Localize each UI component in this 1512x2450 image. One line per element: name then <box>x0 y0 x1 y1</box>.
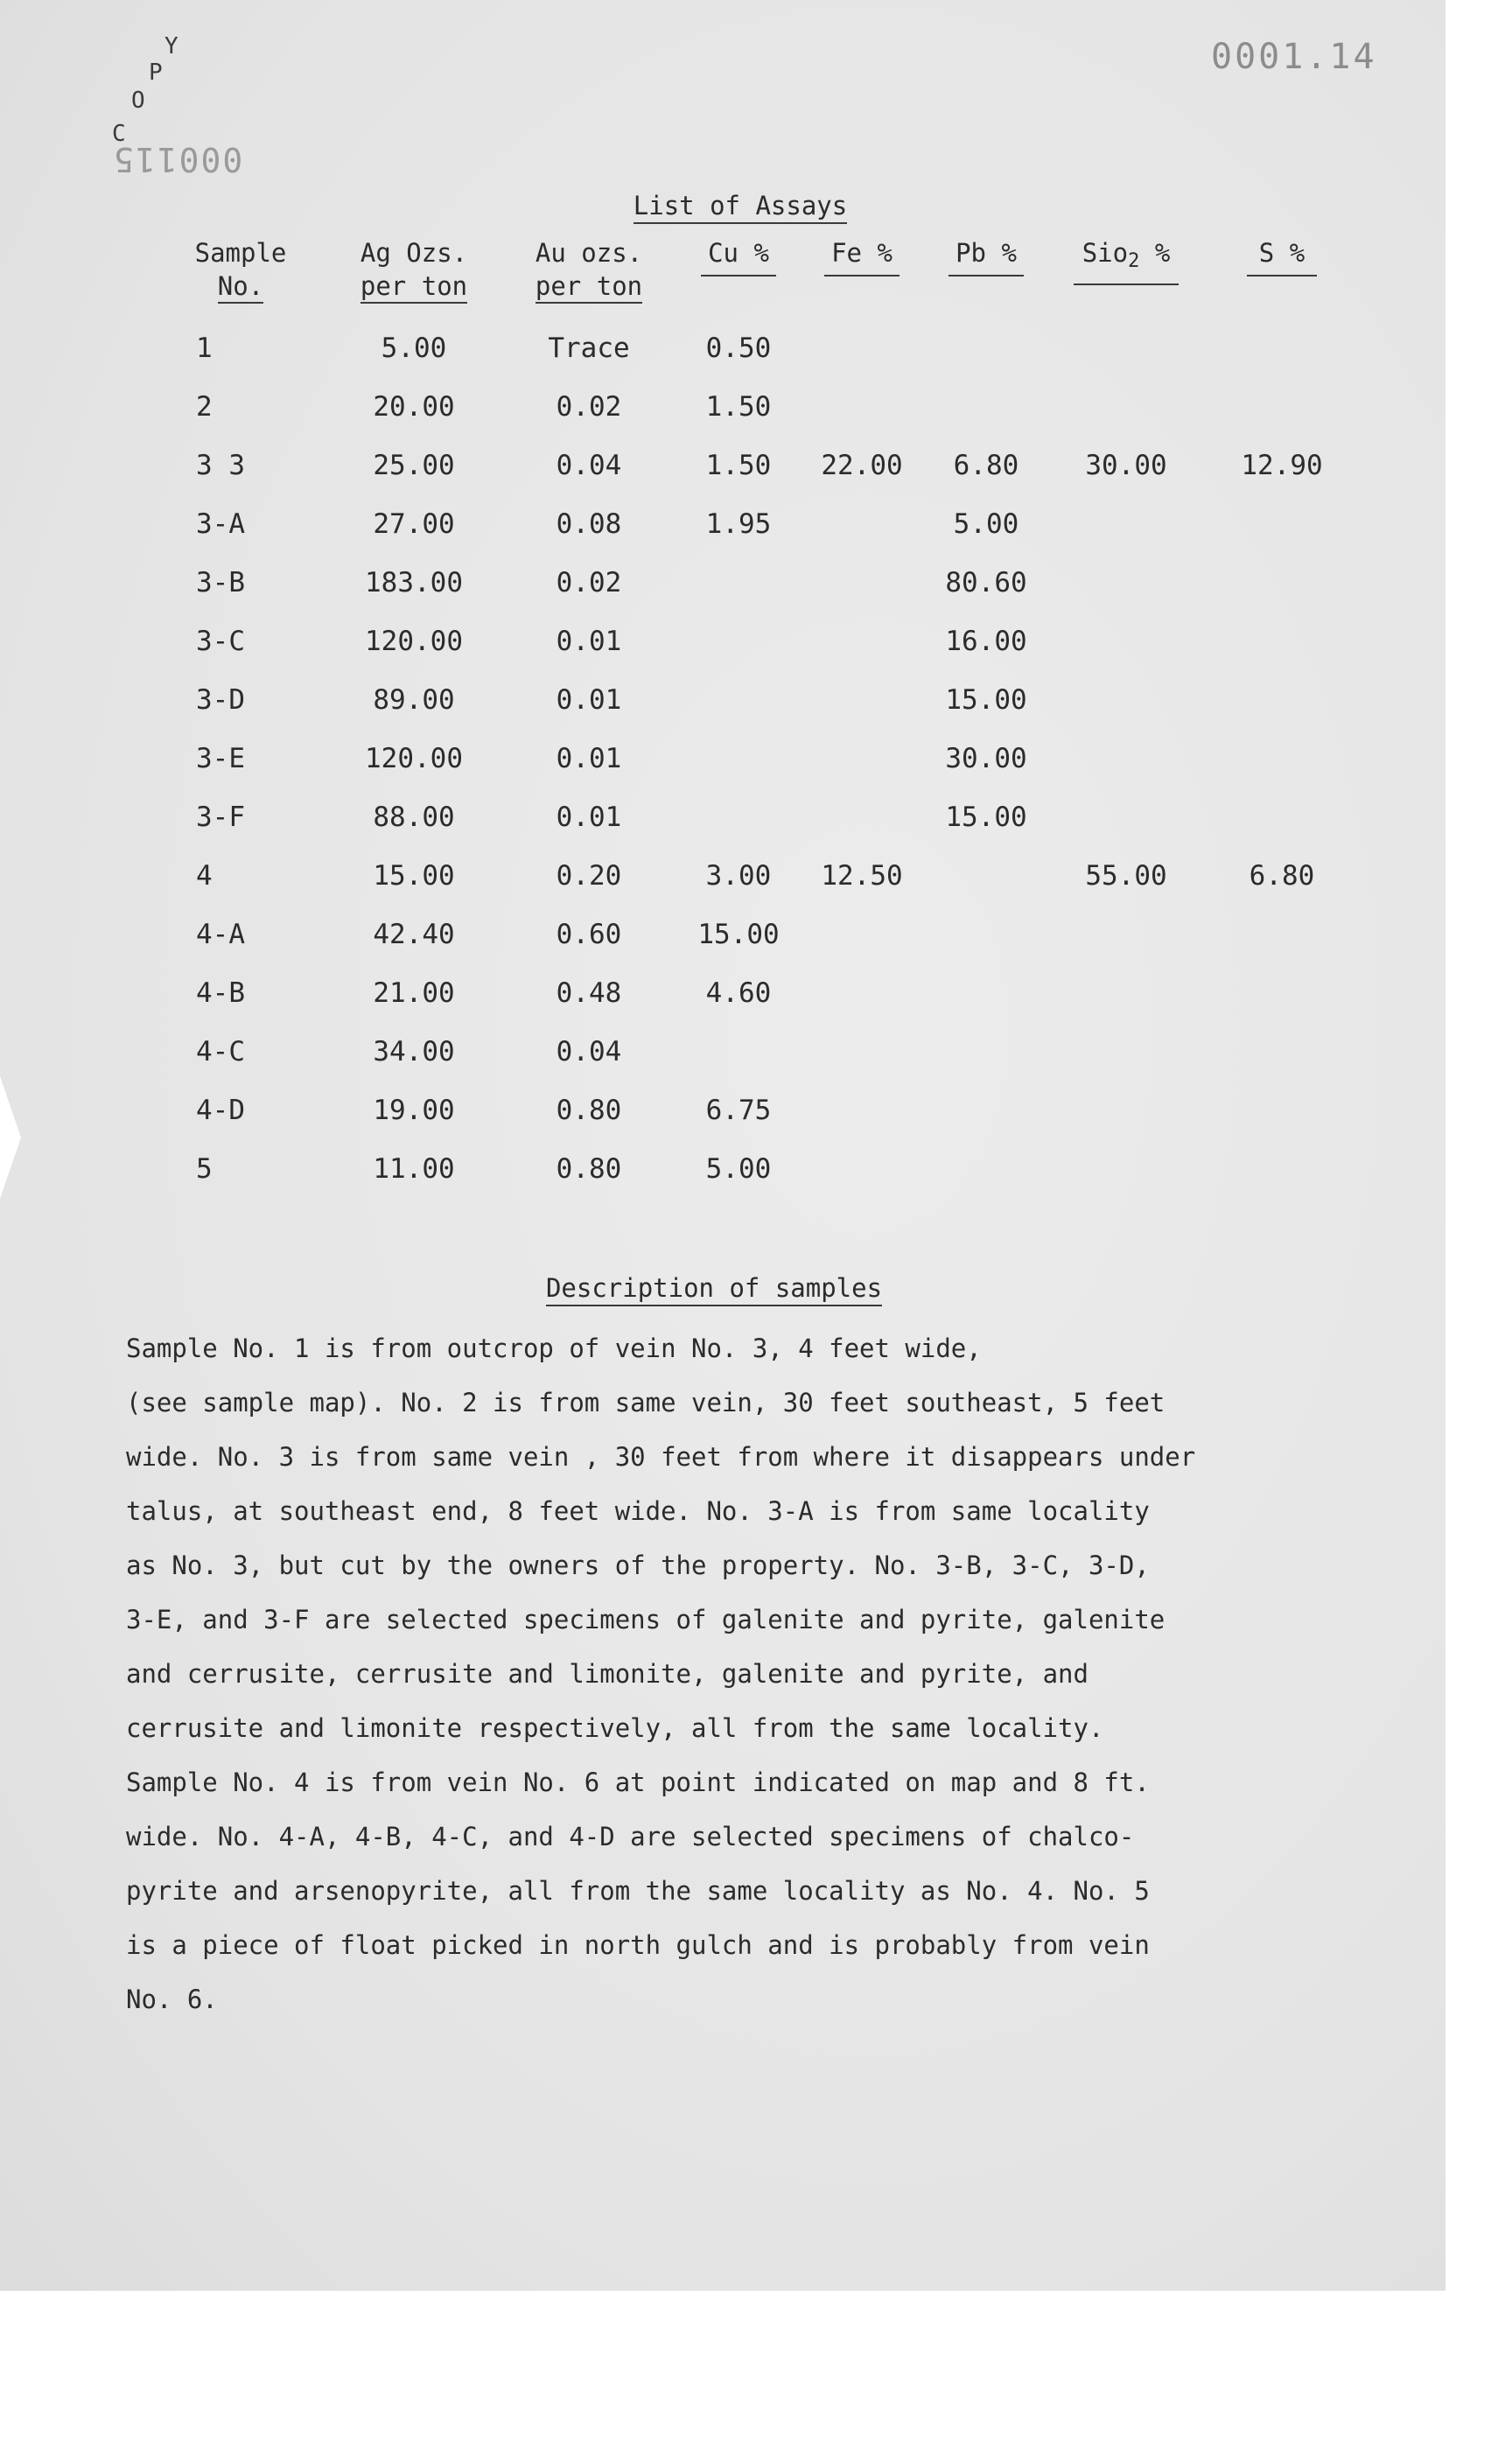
cell-ag-value: 19.00 <box>373 1094 455 1126</box>
cell-au-value: 0.01 <box>556 625 622 657</box>
cell-au-value: 0.48 <box>556 976 622 1009</box>
cell-au-value: 0.04 <box>556 1035 622 1068</box>
cell-fe-value <box>800 1081 924 1139</box>
cell-fe-value: 12.50 <box>821 859 903 892</box>
assay-row <box>154 377 1360 436</box>
assay-row <box>154 318 1360 377</box>
cell-pb-value: 5.00 <box>953 508 1019 540</box>
cell-sample-no: 3-E <box>196 742 245 774</box>
cell-pb-value <box>924 318 1048 377</box>
cell-sio2-value <box>1048 612 1204 670</box>
cell-pb-value <box>924 1139 1048 1198</box>
cell-cu-value: 6.75 <box>705 1094 772 1126</box>
assay-row <box>154 436 1360 494</box>
cell-ag-value: 27.00 <box>373 508 455 540</box>
cell-pb-value <box>924 905 1048 963</box>
cell-au-value: 0.04 <box>556 449 622 481</box>
assay-row <box>154 1022 1360 1081</box>
header-label: Pb % <box>956 238 1017 268</box>
assay-row <box>154 846 1360 905</box>
cell-s-value <box>1204 1081 1360 1139</box>
cell-sample-no: 4-C <box>196 1035 245 1068</box>
copy-stamp-letter: Y <box>164 33 178 60</box>
assay-row <box>154 1139 1360 1198</box>
header-label: Fe % <box>831 238 892 268</box>
cell-ag-value: 25.00 <box>373 449 455 481</box>
cell-fe-value <box>800 553 924 612</box>
cell-sio2-value <box>1048 729 1204 788</box>
cell-sample-no: 1 <box>196 332 213 364</box>
cell-sample-no: 3 3 <box>196 449 245 481</box>
copy-stamp-letter: O <box>131 88 145 114</box>
description-body <box>126 1321 1386 2026</box>
cell-cu-value <box>677 670 800 729</box>
cell-cu-value: 5.00 <box>705 1152 772 1185</box>
cell-cu-value: 4.60 <box>705 976 772 1009</box>
cell-s-value <box>1204 553 1360 612</box>
assay-row <box>154 612 1360 670</box>
header-sio2 <box>1048 236 1204 318</box>
cell-s-value <box>1204 905 1360 963</box>
header-label: Ag Ozs. per ton <box>360 236 467 303</box>
header-s <box>1204 236 1360 318</box>
cell-s-value <box>1204 377 1360 436</box>
cell-sample-no: 3-D <box>196 683 245 716</box>
cell-au-value: 0.20 <box>556 859 622 892</box>
cell-sio2-value <box>1048 1022 1204 1081</box>
cell-ag-value: 20.00 <box>373 390 455 423</box>
cell-s-value <box>1204 1139 1360 1198</box>
document-number-left: 000115 <box>112 140 243 178</box>
cell-au-value: 0.01 <box>556 801 622 833</box>
cell-s-value <box>1204 963 1360 1022</box>
assays-header-row <box>154 236 1360 318</box>
cell-ag-value: 120.00 <box>365 742 463 774</box>
cell-sio2-value <box>1048 905 1204 963</box>
header-pb <box>924 236 1048 318</box>
document-number-right: 0001.14 <box>1211 37 1377 77</box>
cell-fe-value <box>800 670 924 729</box>
header-label: Sample No. <box>195 236 287 303</box>
cell-fe-value <box>800 729 924 788</box>
cell-sio2-value <box>1048 670 1204 729</box>
cell-cu-value <box>677 729 800 788</box>
cell-ag-value: 120.00 <box>365 625 463 657</box>
cell-cu-value: 1.50 <box>705 390 772 423</box>
cell-pb-value: 6.80 <box>953 449 1019 481</box>
page-edge-notch <box>0 1076 21 1199</box>
cell-fe-value <box>800 905 924 963</box>
cell-ag-value: 15.00 <box>373 859 455 892</box>
cell-pb-value: 15.00 <box>945 801 1027 833</box>
cell-fe-value <box>800 377 924 436</box>
cell-fe-value: 22.00 <box>821 449 903 481</box>
cell-ag-value: 42.40 <box>373 918 455 950</box>
cell-au-value: 0.01 <box>556 683 622 716</box>
cell-cu-value: 0.50 <box>705 332 772 364</box>
assay-row <box>154 905 1360 963</box>
cell-s-value <box>1204 670 1360 729</box>
cell-sio2-value <box>1048 1139 1204 1198</box>
cell-sample-no: 4-A <box>196 918 245 950</box>
cell-sio2-value <box>1048 553 1204 612</box>
cell-s-value: 6.80 <box>1249 859 1315 892</box>
cell-ag-value: 11.00 <box>373 1152 455 1185</box>
cell-fe-value <box>800 788 924 846</box>
cell-cu-value <box>677 612 800 670</box>
assay-row <box>154 963 1360 1022</box>
cell-s-value <box>1204 729 1360 788</box>
cell-sample-no: 4-B <box>196 976 245 1009</box>
cell-fe-value <box>800 963 924 1022</box>
cell-s-value <box>1204 612 1360 670</box>
cell-s-value <box>1204 788 1360 846</box>
header-label: Sio$_2$ % <box>1082 238 1171 272</box>
cell-fe-value <box>800 612 924 670</box>
cell-pb-value <box>924 963 1048 1022</box>
cell-fe-value <box>800 1139 924 1198</box>
assay-row <box>154 670 1360 729</box>
cell-cu-value: 1.50 <box>705 449 772 481</box>
cell-sio2-value <box>1048 788 1204 846</box>
header-label: Cu % <box>708 238 769 268</box>
cell-sio2-value: 55.00 <box>1085 859 1167 892</box>
cell-sio2-value <box>1048 494 1204 553</box>
cell-sio2-value <box>1048 318 1204 377</box>
cell-sio2-value: 30.00 <box>1085 449 1167 481</box>
cell-pb-value <box>924 1022 1048 1081</box>
header-label: S % <box>1258 238 1306 268</box>
cell-sample-no: 3-F <box>196 801 245 833</box>
cell-cu-value: 1.95 <box>705 508 772 540</box>
cell-s-value <box>1204 494 1360 553</box>
cell-au-value: 0.80 <box>556 1152 622 1185</box>
cell-ag-value: 183.00 <box>365 566 463 598</box>
cell-pb-value: 16.00 <box>945 625 1027 657</box>
cell-cu-value <box>677 788 800 846</box>
cell-cu-value <box>677 553 800 612</box>
cell-sio2-value <box>1048 377 1204 436</box>
cell-au-value: Trace <box>548 332 630 364</box>
cell-sample-no: 2 <box>196 390 213 423</box>
cell-sample-no: 3-B <box>196 566 245 598</box>
cell-au-value: 0.01 <box>556 742 622 774</box>
assay-row <box>154 553 1360 612</box>
header-label: Au ozs. per ton <box>536 236 642 303</box>
cell-pb-value <box>924 846 1048 905</box>
cell-cu-value: 3.00 <box>705 859 772 892</box>
cell-pb-value <box>924 1081 1048 1139</box>
assays-table <box>154 236 1360 1198</box>
cell-pb-value: 30.00 <box>945 742 1027 774</box>
cell-au-value: 0.08 <box>556 508 622 540</box>
header-ag <box>327 236 500 318</box>
cell-pb-value <box>924 377 1048 436</box>
cell-sample-no: 4-D <box>196 1094 245 1126</box>
cell-ag-value: 21.00 <box>373 976 455 1009</box>
copy-stamp-letter: P <box>149 60 163 86</box>
cell-au-value: 0.80 <box>556 1094 622 1126</box>
cell-au-value: 0.02 <box>556 566 622 598</box>
cell-au-value: 0.02 <box>556 390 622 423</box>
cell-pb-value: 80.60 <box>945 566 1027 598</box>
header-fe <box>800 236 924 318</box>
cell-ag-value: 89.00 <box>373 683 455 716</box>
cell-ag-value: 88.00 <box>373 801 455 833</box>
cell-pb-value: 15.00 <box>945 683 1027 716</box>
cell-s-value: 12.90 <box>1241 449 1323 481</box>
cell-au-value: 0.60 <box>556 918 622 950</box>
cell-cu-value: 15.00 <box>697 918 780 950</box>
cell-sample-no: 3-A <box>196 508 245 540</box>
cell-s-value <box>1204 318 1360 377</box>
assay-row <box>154 788 1360 846</box>
description-paragraph: Sample No. 1 is from outcrop of vein No. 3, 4 feet wide, (see sample map). No. 2 is from same vein, 30 feet southeast, 5 feet wide. No. 3 is from same vein , 30 feet from where it disappears under talus, at southeast end, 8 feet wide. No. 3-A is from same locality as No. 3, but cut by the owners of the property. No. 3-B, 3-C, 3-D, 3-E, and 3-F are selected specimens of galenite and pyrite, galenite and cerrusite, cerrusite and limonite, galenite and pyrite, and cerrusite and limonite respectively, all from the same locality. Sample No. 4 is from vein No. 6 at point indicated on map and 8 ft. wide. No. 4-A, 4-B, 4-C, and 4-D are selected specimens of chalco- pyrite and arsenopyrite, all from the same locality as No. 4. No. 5 is a piece of float picked in north gulch and is probably from vein No. 6. <box>126 1334 1196 2014</box>
cell-sio2-value <box>1048 1081 1204 1139</box>
cell-ag-value: 34.00 <box>373 1035 455 1068</box>
assay-row <box>154 494 1360 553</box>
cell-ag-value: 5.00 <box>381 332 447 364</box>
assays-title: List of Assays <box>0 191 1446 220</box>
cell-cu-value <box>677 1022 800 1081</box>
header-sample-no <box>154 236 327 318</box>
cell-sample-no: 4 <box>196 859 213 892</box>
copy-stamp-letter: C <box>112 121 126 147</box>
cell-sample-no: 3-C <box>196 625 245 657</box>
header-cu <box>677 236 800 318</box>
description-title: Description of samples <box>0 1273 1446 1303</box>
assay-row <box>154 1081 1360 1139</box>
assay-row <box>154 729 1360 788</box>
cell-fe-value <box>800 494 924 553</box>
cell-s-value <box>1204 1022 1360 1081</box>
cell-sample-no: 5 <box>196 1152 213 1185</box>
cell-sio2-value <box>1048 963 1204 1022</box>
cell-fe-value <box>800 318 924 377</box>
header-au <box>500 236 677 318</box>
cell-fe-value <box>800 1022 924 1081</box>
